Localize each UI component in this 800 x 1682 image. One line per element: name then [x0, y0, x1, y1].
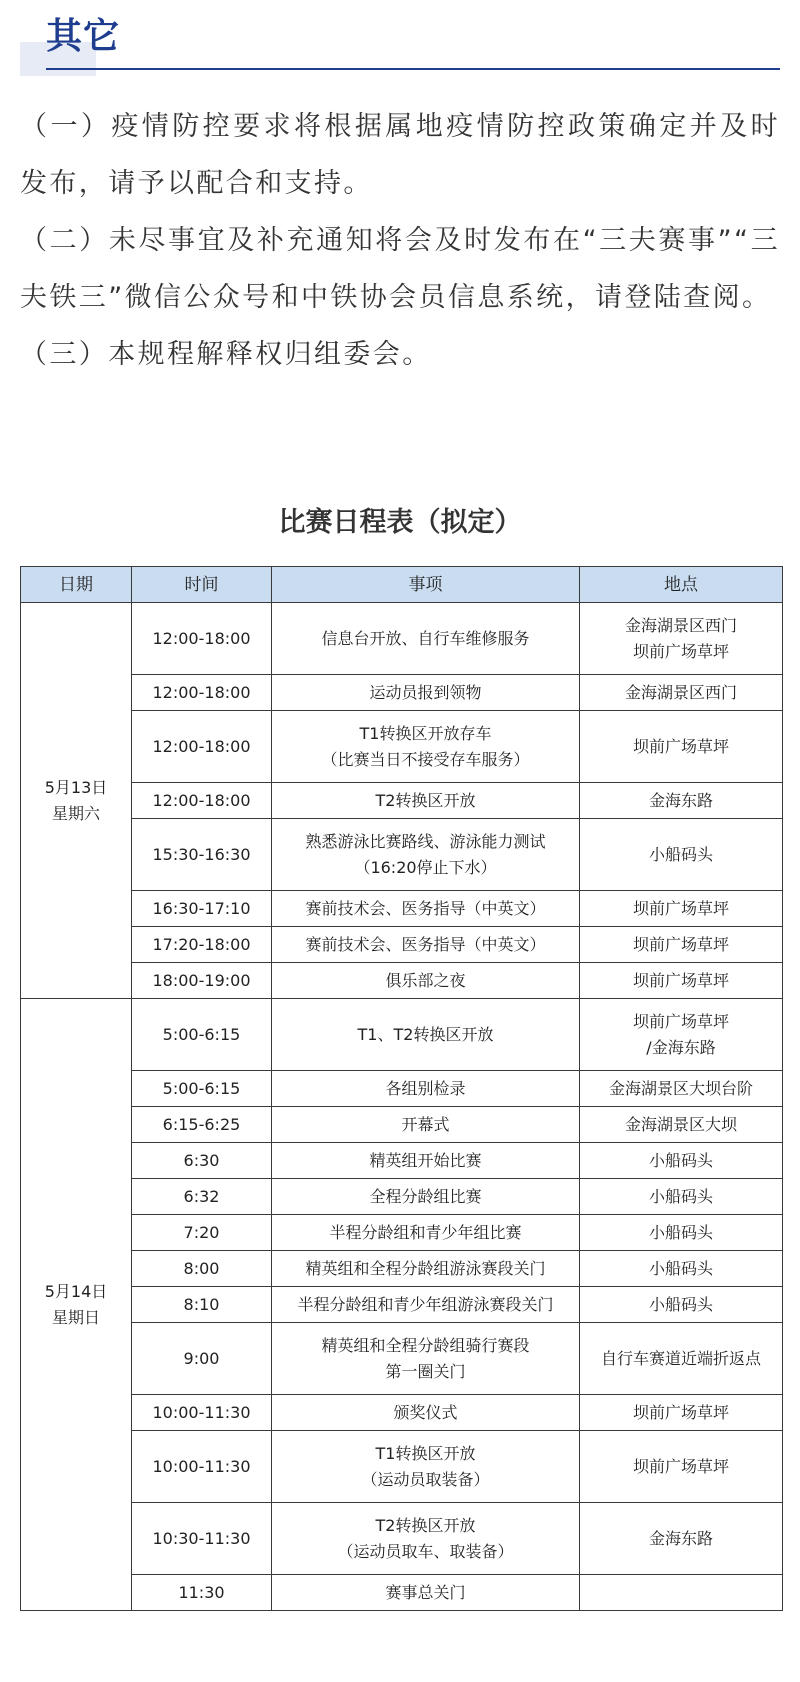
item-cell	[272, 783, 580, 819]
place-line: 小船码头	[648, 1258, 713, 1278]
item-line: 第一圈关门	[385, 1361, 466, 1381]
place-cell	[580, 675, 783, 711]
item-line: （16:20停止下水）	[354, 857, 497, 877]
table-row	[21, 1071, 783, 1107]
table-row	[21, 603, 783, 675]
table-row	[21, 963, 783, 999]
table-row	[21, 783, 783, 819]
place-line: 金海湖景区西门	[624, 682, 737, 702]
item-line: 赛前技术会、医务指导（中英文）	[305, 934, 546, 954]
time-cell: 6:15-6:25	[132, 1107, 272, 1143]
place-line: 坝前广场草坪	[632, 736, 729, 756]
place-line: 金海湖景区西门	[624, 615, 737, 635]
time-cell: 8:10	[132, 1287, 272, 1323]
place-cell	[580, 1395, 783, 1431]
item-cell	[272, 1395, 580, 1431]
item-line: 半程分龄组和青少年组比赛	[329, 1222, 522, 1242]
table-row	[21, 1179, 783, 1215]
weekday-label: 星期日	[51, 1307, 100, 1327]
time-cell: 18:00-19:00	[132, 963, 272, 999]
title-underline	[46, 68, 780, 70]
time-cell: 15:30-16:30	[132, 819, 272, 891]
table-row	[21, 891, 783, 927]
item-line: 运动员报到领物	[369, 682, 482, 702]
table-row	[21, 1107, 783, 1143]
schedule-body	[21, 603, 783, 1611]
place-line: 小船码头	[648, 1294, 713, 1314]
header-date: 日期	[21, 567, 132, 603]
item-line: T2转换区开放	[375, 1515, 476, 1535]
table-row	[21, 711, 783, 783]
section-header	[20, 0, 780, 80]
item-line: 全程分龄组比赛	[369, 1186, 482, 1206]
weekday-label: 星期六	[51, 803, 100, 823]
place-line: 坝前广场草坪	[632, 1402, 729, 1422]
place-cell	[580, 1251, 783, 1287]
item-cell	[272, 1215, 580, 1251]
place-line: 金海东路	[648, 1528, 713, 1548]
time-cell: 10:30-11:30	[132, 1503, 272, 1575]
table-row	[21, 1143, 783, 1179]
time-cell: 12:00-18:00	[132, 783, 272, 819]
item-line: 开幕式	[401, 1114, 450, 1134]
time-cell: 12:00-18:00	[132, 675, 272, 711]
note-paragraph-2: （二）未尽事宜及补充通知将会及时发布在“三夫赛事”“三夫铁三”微信公众号和中铁协会员信息系统，请登陆查阅。	[20, 225, 780, 313]
item-cell	[272, 1071, 580, 1107]
item-line: 半程分龄组和青少年组游泳赛段关门	[297, 1294, 554, 1314]
item-cell	[272, 711, 580, 783]
item-cell	[272, 1287, 580, 1323]
place-cell	[580, 891, 783, 927]
place-line: 小船码头	[648, 1222, 713, 1242]
item-line: T1转换区开放存车	[359, 723, 492, 743]
item-line: 精英组开始比赛	[369, 1150, 482, 1170]
time-cell: 12:00-18:00	[132, 711, 272, 783]
place-cell	[580, 711, 783, 783]
table-row	[21, 1251, 783, 1287]
place-line: 金海东路	[648, 790, 713, 810]
item-line: 赛前技术会、医务指导（中英文）	[305, 898, 546, 918]
item-line: T2转换区开放	[375, 790, 476, 810]
item-line: 精英组和全程分龄组游泳赛段关门	[305, 1258, 546, 1278]
place-cell	[580, 1323, 783, 1395]
place-line: 坝前广场草坪	[632, 1011, 729, 1031]
time-cell: 10:00-11:30	[132, 1431, 272, 1503]
place-line: 小船码头	[648, 844, 713, 864]
time-cell: 16:30-17:10	[132, 891, 272, 927]
place-cell	[580, 603, 783, 675]
item-cell	[272, 927, 580, 963]
item-cell	[272, 891, 580, 927]
time-cell: 11:30	[132, 1575, 272, 1611]
notes-section	[20, 98, 780, 383]
place-cell	[580, 819, 783, 891]
note-paragraph-3: （三）本规程解释权归组委会。	[20, 339, 432, 370]
place-cell	[580, 1215, 783, 1251]
note-paragraph-1: （一）疫情防控要求将根据属地疫情防控政策确定并及时发布，请予以配合和支持。	[20, 111, 780, 199]
header-time: 时间	[132, 567, 272, 603]
item-cell	[272, 1431, 580, 1503]
place-line: /金海东路	[646, 1037, 716, 1057]
item-cell	[272, 675, 580, 711]
item-line: （比赛当日不接受存车服务）	[321, 749, 530, 769]
table-row	[21, 819, 783, 891]
place-cell	[580, 783, 783, 819]
time-cell: 8:00	[132, 1251, 272, 1287]
place-line: 小船码头	[648, 1186, 713, 1206]
schedule-title: 比赛日程表（拟定）	[278, 507, 522, 538]
time-cell: 17:20-18:00	[132, 927, 272, 963]
place-cell	[580, 999, 783, 1071]
item-line: 精英组和全程分龄组骑行赛段	[321, 1335, 530, 1355]
header-place: 地点	[580, 567, 783, 603]
item-cell	[272, 963, 580, 999]
place-line: 金海湖景区大坝台阶	[608, 1078, 753, 1098]
date-cell	[21, 999, 132, 1611]
place-cell	[580, 963, 783, 999]
time-cell: 9:00	[132, 1323, 272, 1395]
table-row	[21, 675, 783, 711]
date-cell	[21, 603, 132, 999]
place-cell	[580, 1143, 783, 1179]
table-row	[21, 1215, 783, 1251]
schedule-table	[20, 566, 783, 1611]
time-cell: 10:00-11:30	[132, 1395, 272, 1431]
place-cell	[580, 1107, 783, 1143]
place-line: 坝前广场草坪	[632, 1456, 729, 1476]
place-cell	[580, 1071, 783, 1107]
date-label: 5月14日	[44, 1281, 108, 1301]
item-cell	[272, 1323, 580, 1395]
place-cell	[580, 1287, 783, 1323]
place-line: 小船码头	[648, 1150, 713, 1170]
place-line: 坝前广场草坪	[632, 898, 729, 918]
item-cell	[272, 1575, 580, 1611]
time-cell: 5:00-6:15	[132, 999, 272, 1071]
place-cell	[580, 1431, 783, 1503]
header-item: 事项	[272, 567, 580, 603]
place-line: 坝前广场草坪	[632, 970, 729, 990]
table-row	[21, 1287, 783, 1323]
item-cell	[272, 819, 580, 891]
table-header-row	[21, 567, 783, 603]
table-row	[21, 1503, 783, 1575]
place-cell	[580, 1575, 783, 1611]
time-cell: 7:20	[132, 1215, 272, 1251]
item-cell	[272, 1179, 580, 1215]
item-cell	[272, 603, 580, 675]
item-cell	[272, 1503, 580, 1575]
item-cell	[272, 1251, 580, 1287]
time-cell: 5:00-6:15	[132, 1071, 272, 1107]
place-line: 坝前广场草坪	[632, 934, 729, 954]
place-line: 自行车赛道近端折返点	[600, 1348, 761, 1368]
time-cell: 6:32	[132, 1179, 272, 1215]
item-line: 熟悉游泳比赛路线、游泳能力测试	[305, 831, 546, 851]
section-title: 其它	[46, 16, 121, 57]
item-cell	[272, 999, 580, 1071]
date-label: 5月13日	[44, 777, 108, 797]
place-line: 金海湖景区大坝	[624, 1114, 737, 1134]
item-line: T1转换区开放	[375, 1443, 476, 1463]
place-cell	[580, 1179, 783, 1215]
item-line: 各组别检录	[385, 1078, 466, 1098]
time-cell: 6:30	[132, 1143, 272, 1179]
place-line: 坝前广场草坪	[632, 641, 729, 661]
time-cell: 12:00-18:00	[132, 603, 272, 675]
item-line: 俱乐部之夜	[385, 970, 466, 990]
table-row	[21, 1575, 783, 1611]
table-row	[21, 999, 783, 1071]
place-cell	[580, 1503, 783, 1575]
item-line: （运动员取装备）	[361, 1469, 490, 1489]
place-cell	[580, 927, 783, 963]
item-cell	[272, 1143, 580, 1179]
item-line: 信息台开放、自行车维修服务	[321, 628, 530, 648]
item-line: 颁奖仪式	[393, 1402, 458, 1422]
item-line: 赛事总关门	[385, 1582, 466, 1602]
table-row	[21, 1431, 783, 1503]
item-line: （运动员取车、取装备）	[337, 1541, 514, 1561]
item-cell	[272, 1107, 580, 1143]
table-row	[21, 927, 783, 963]
table-row	[21, 1395, 783, 1431]
table-row	[21, 1323, 783, 1395]
item-line: T1、T2转换区开放	[357, 1024, 494, 1044]
